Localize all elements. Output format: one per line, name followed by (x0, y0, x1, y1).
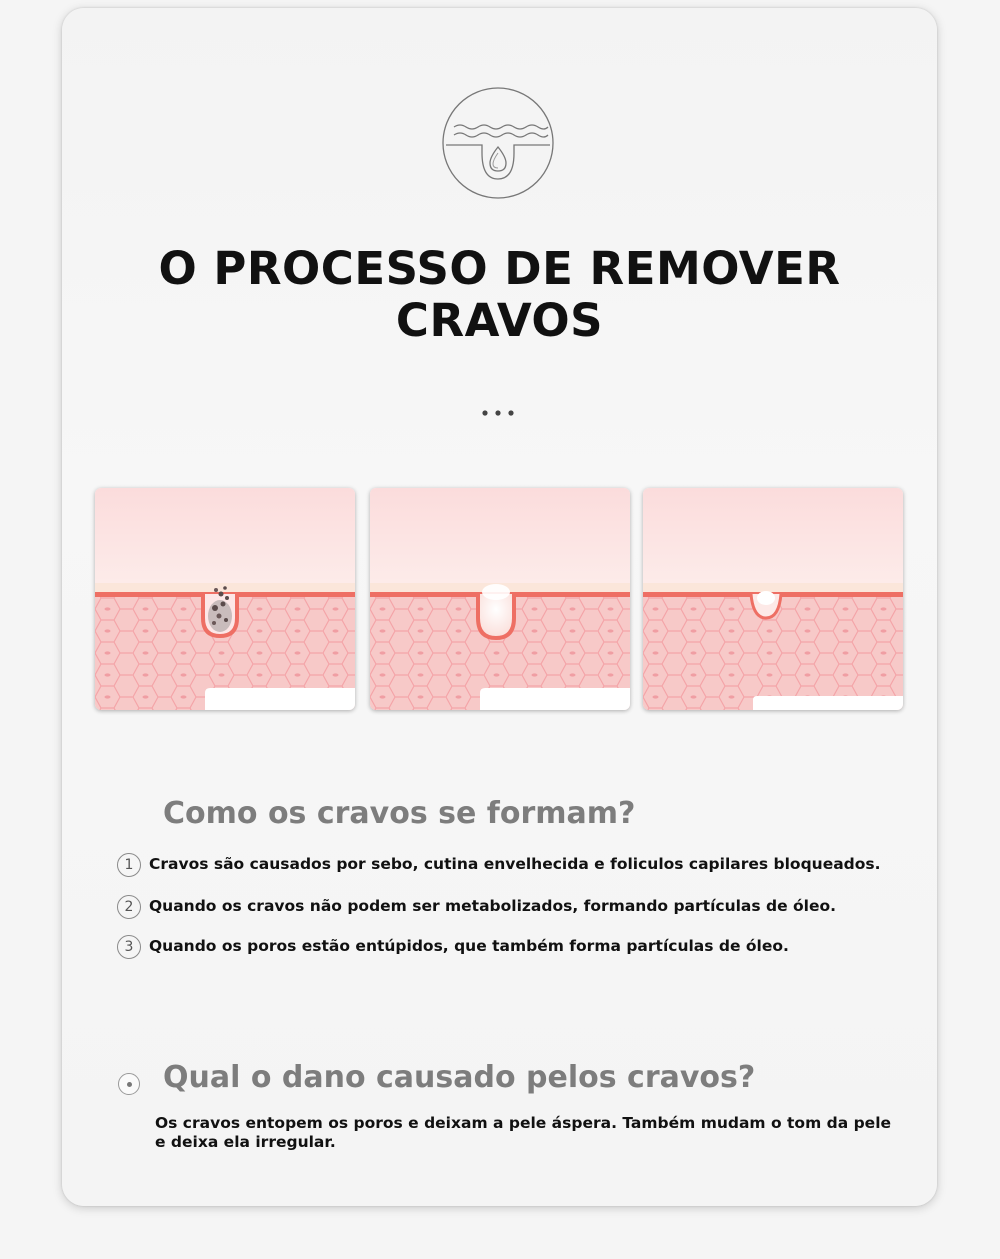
oil-plug-pore-illustration (370, 488, 630, 710)
page-title-line1: O PROCESSO DE REMOVER (158, 242, 841, 295)
damage-description (155, 1114, 895, 1152)
blackhead-pore-illustration (95, 488, 355, 710)
step-number-badge: 3 (117, 935, 141, 959)
list-item-text: Cravos são causados por sebo, cutina envelhecida e foliculos capilares bloqueados. (149, 855, 881, 873)
list-item-text: Quando os poros estão entúpidos, que também forma partículas de óleo. (149, 937, 789, 955)
illustration-panel-blackhead (95, 488, 355, 710)
ellipsis-icon (482, 410, 518, 416)
section-heading-formation: Como os cravos se formam? (163, 796, 636, 831)
illustration-panel-cleared (643, 488, 903, 710)
skin-pore-droplet-icon (442, 87, 554, 199)
illustration-panel-oil-plug (370, 488, 630, 710)
step-number-badge: 2 (117, 895, 141, 919)
bullet-circle-icon (118, 1073, 140, 1095)
page-title-line2: CRAVOS (395, 294, 604, 347)
page-title (62, 243, 937, 347)
cleared-pore-illustration (643, 488, 903, 710)
step-number-badge: 1 (117, 853, 141, 877)
damage-description-line1: Os cravos entopem os poros e deixam a pele áspera. Também mudam o tom da pele (155, 1114, 892, 1132)
list-item-text: Quando os cravos não podem ser metabolizados, formando partículas de óleo. (149, 897, 837, 915)
section-heading-damage: Qual o dano causado pelos cravos? (163, 1060, 756, 1095)
damage-description-line2: e deixa ela irregular. (155, 1133, 336, 1151)
